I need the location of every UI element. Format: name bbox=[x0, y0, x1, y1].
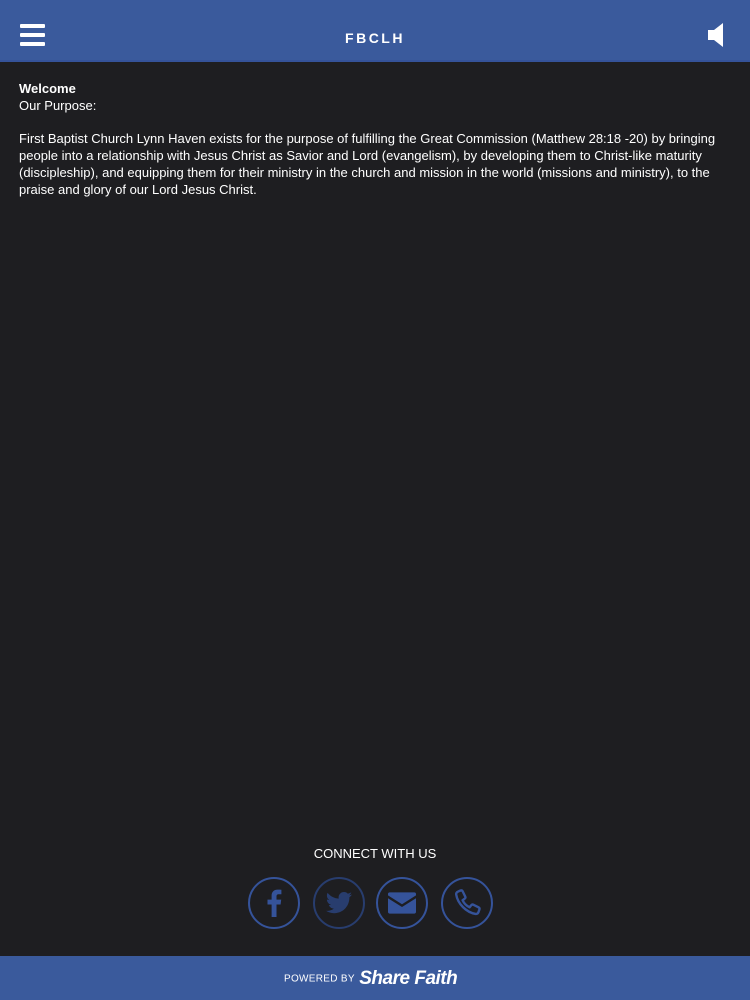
purpose-paragraph: First Baptist Church Lynn Haven exists for the purpose of fulfilling the Great Commission (Matthew 28:18 -20) by bringing people into a relationship with Jesus Christ as Savior and Lord (evangelism), by developing them to Christ-like maturity (discipleship), and equipping them for their ministry in the church and mission in the world (missions and ministry), to the praise and glory of our Lord Jesus Christ. bbox=[19, 131, 716, 197]
phone-button[interactable] bbox=[441, 877, 493, 929]
twitter-icon bbox=[315, 879, 363, 927]
phone-icon bbox=[443, 879, 491, 927]
connect-label: CONNECT WITH US bbox=[313, 846, 437, 861]
facebook-icon bbox=[250, 879, 298, 927]
facebook-button[interactable] bbox=[248, 877, 300, 929]
sharefaith-logo: Share Faith bbox=[359, 968, 458, 989]
speaker-icon[interactable] bbox=[706, 22, 726, 48]
powered-by[interactable] bbox=[284, 968, 457, 988]
twitter-button[interactable] bbox=[313, 877, 365, 929]
welcome-heading: Welcome bbox=[19, 81, 76, 96]
purpose-label: Our Purpose: bbox=[19, 98, 97, 113]
top-bar bbox=[0, 0, 750, 62]
main-content bbox=[19, 80, 719, 198]
page-title: FBCLH bbox=[345, 30, 405, 46]
email-icon bbox=[378, 879, 426, 927]
powered-by-label: POWERED BY bbox=[284, 973, 355, 985]
social-links bbox=[248, 877, 498, 933]
footer-bar bbox=[0, 956, 750, 1000]
email-button[interactable] bbox=[376, 877, 428, 929]
